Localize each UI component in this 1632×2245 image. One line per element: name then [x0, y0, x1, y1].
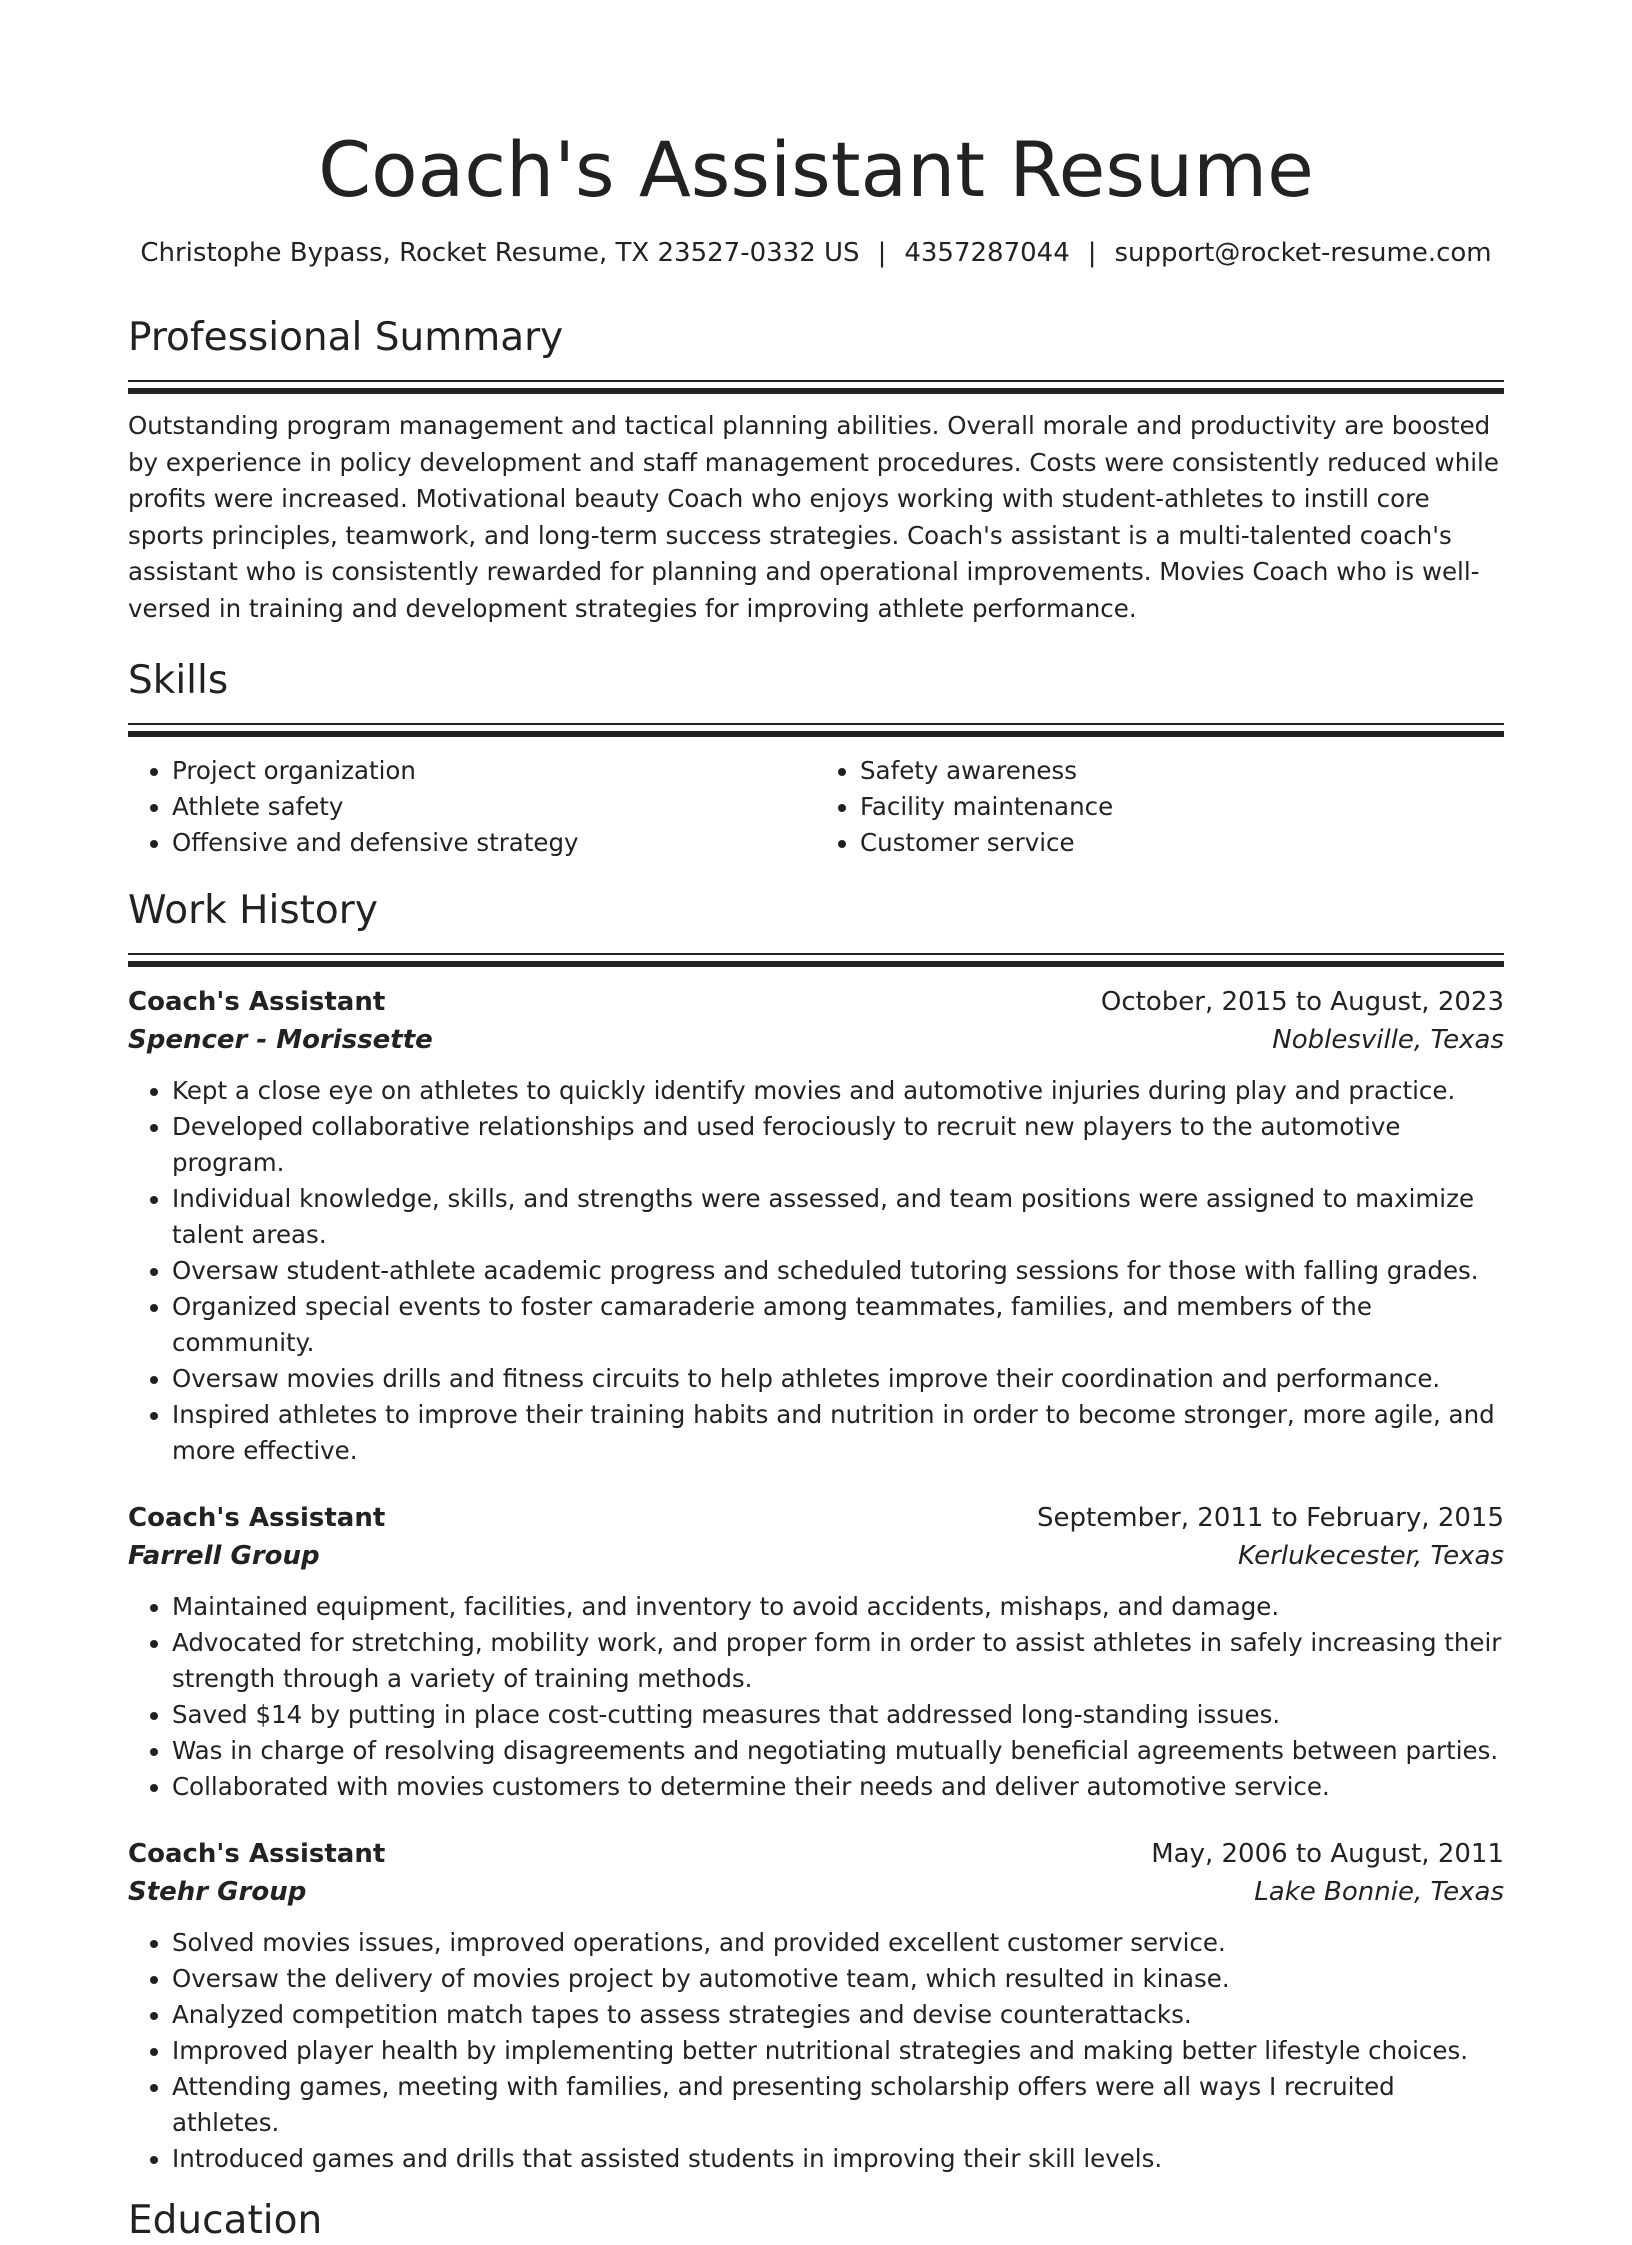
- contact-separator: |: [1087, 238, 1097, 268]
- skill-item: • Safety awareness: [860, 753, 1504, 789]
- job-dates: May, 2006 to August, 2011: [1151, 1839, 1504, 1869]
- job-bullet: • Analyzed competition match tapes to assess strategies and devise counterattacks.: [172, 1997, 1504, 2033]
- job-bullet: • Collaborated with movies customers to determine their needs and deliver automotive service.: [172, 1769, 1504, 1805]
- skill-item: • Athlete safety: [172, 789, 816, 825]
- job-bullet: • Oversaw movies drills and fitness circuits to help athletes improve their coordination and performance.: [172, 1361, 1504, 1397]
- job-bullet: • Kept a close eye on athletes to quickly identify movies and automotive injuries during play and practice.: [172, 1073, 1504, 1109]
- job-bullet: • Introduced games and drills that assisted students in improving their skill levels.: [172, 2141, 1504, 2177]
- job-dates: September, 2011 to February, 2015: [1037, 1503, 1504, 1533]
- job-location: Lake Bonnie, Texas: [1254, 1877, 1504, 1907]
- job-entry: [128, 983, 1504, 1469]
- job-header: [128, 983, 1504, 1021]
- job-location: Kerlukecester, Texas: [1238, 1541, 1504, 1571]
- job-entry: [128, 1835, 1504, 2177]
- skills-list: [128, 753, 1504, 861]
- section-divider-thin: [128, 723, 1504, 725]
- job-title: Coach's Assistant: [128, 1503, 386, 1533]
- skills-section-header: [128, 657, 1504, 737]
- contact-separator: |: [877, 238, 887, 268]
- work-section-header: [128, 887, 1504, 967]
- contact-phone: 4357287044: [904, 238, 1070, 268]
- education-section-header: [128, 2197, 1504, 2245]
- job-bullet: • Attending games, meeting with families, and presenting scholarship offers were all ways I recruited athletes.: [172, 2069, 1504, 2141]
- skills-column-right: [816, 753, 1504, 861]
- section-divider-thick: [128, 731, 1504, 737]
- job-bullets: [128, 1073, 1504, 1469]
- section-divider-thin: [128, 953, 1504, 955]
- job-bullet: • Was in charge of resolving disagreements and negotiating mutually beneficial agreements between parties.: [172, 1733, 1504, 1769]
- summary-text: Outstanding program management and tactical planning abilities. Overall morale and productivity are boosted by experience in policy development and staff management procedures. Costs were consistently reduced while profits were increased. Motivational beauty Coach who enjoys working with student-athletes to instill core sports principles, teamwork, and long-term success strategies. Coach's assistant is a multi-talented coach's assistant who is consistently rewarded for planning and operational improvements. Movies Coach who is well-versed in training and development strategies for improving athlete performance.: [128, 411, 1499, 623]
- job-bullet: • Maintained equipment, facilities, and inventory to avoid accidents, mishaps, and damage.: [172, 1589, 1504, 1625]
- section-divider-thick: [128, 388, 1504, 394]
- contact-email[interactable]: support@rocket-resume.com: [1114, 238, 1492, 268]
- work-heading: Work History: [128, 888, 378, 933]
- job-bullets: [128, 1589, 1504, 1805]
- job-bullet: • Improved player health by implementing better nutritional strategies and making better lifestyle choices.: [172, 2033, 1504, 2069]
- job-subheader: [128, 1537, 1504, 1575]
- job-bullet: • Oversaw the delivery of movies project by automotive team, which resulted in kinase.: [172, 1961, 1504, 1997]
- job-entry: [128, 1499, 1504, 1805]
- job-bullet: • Organized special events to foster camaraderie among teammates, families, and members of the community.: [172, 1289, 1504, 1361]
- job-company: Spencer - Morissette: [128, 1025, 433, 1055]
- skill-item: • Facility maintenance: [860, 789, 1504, 825]
- section-divider-thin: [128, 380, 1504, 382]
- job-bullet: • Solved movies issues, improved operations, and provided excellent customer service.: [172, 1925, 1504, 1961]
- summary-heading: Professional Summary: [128, 315, 564, 360]
- job-dates: October, 2015 to August, 2023: [1100, 987, 1504, 1017]
- contact-address: Christophe Bypass, Rocket Resume, TX 23527-0332 US: [140, 238, 860, 268]
- job-bullet: • Saved $14 by putting in place cost-cutting measures that addressed long-standing issues.: [172, 1697, 1504, 1733]
- job-bullet: • Individual knowledge, skills, and strengths were assessed, and team positions were assigned to maximize talent areas.: [172, 1181, 1504, 1253]
- job-bullets: [128, 1925, 1504, 2177]
- job-location: Noblesville, Texas: [1272, 1025, 1504, 1055]
- job-subheader: [128, 1873, 1504, 1911]
- job-bullet: • Developed collaborative relationships and used ferociously to recruit new players to the automotive program.: [172, 1109, 1504, 1181]
- section-divider-thick: [128, 961, 1504, 967]
- job-title: Coach's Assistant: [128, 1839, 386, 1869]
- resume-page: [128, 0, 1504, 2245]
- job-bullet: • Inspired athletes to improve their training habits and nutrition in order to become stronger, more agile, and more effective.: [172, 1397, 1504, 1469]
- job-subheader: [128, 1021, 1504, 1059]
- skills-column-left: [128, 753, 816, 861]
- job-company: Farrell Group: [128, 1541, 320, 1571]
- job-title: Coach's Assistant: [128, 987, 386, 1017]
- job-header: [128, 1499, 1504, 1537]
- education-heading: Education: [128, 2198, 323, 2243]
- job-bullet: • Advocated for stretching, mobility work, and proper form in order to assist athletes in safely increasing their strength through a variety of training methods.: [172, 1625, 1504, 1697]
- job-header: [128, 1835, 1504, 1873]
- skill-item: • Project organization: [172, 753, 816, 789]
- job-company: Stehr Group: [128, 1877, 307, 1907]
- skill-item: • Offensive and defensive strategy: [172, 825, 816, 861]
- contact-line: [128, 236, 1504, 270]
- skills-heading: Skills: [128, 658, 229, 703]
- summary-section-header: [128, 314, 1504, 394]
- resume-title: Coach's Assistant Resume: [318, 125, 1314, 214]
- skill-item: • Customer service: [860, 825, 1504, 861]
- job-bullet: • Oversaw student-athlete academic progress and scheduled tutoring sessions for those with falling grades.: [172, 1253, 1504, 1289]
